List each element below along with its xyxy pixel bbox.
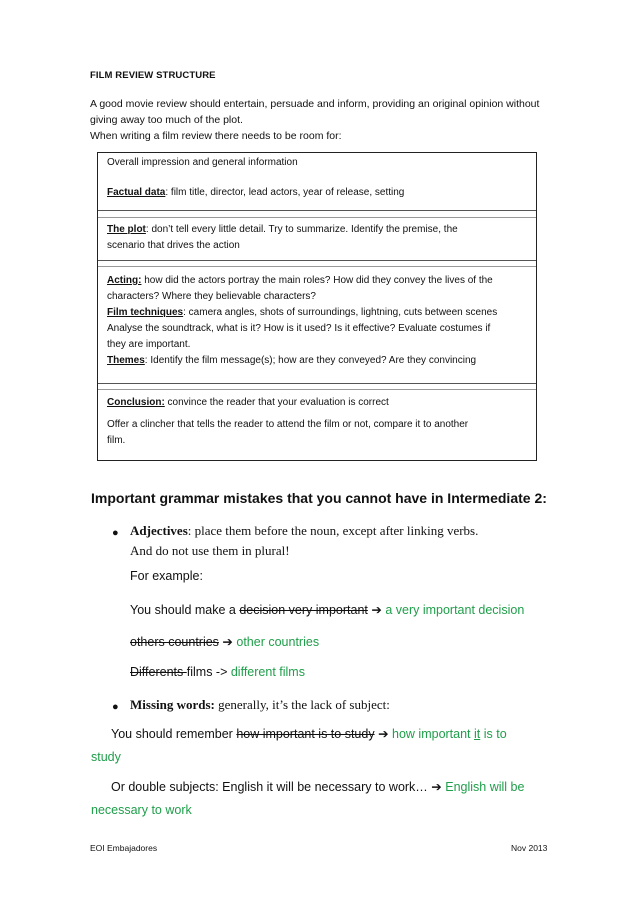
- section-line: Overall impression and general information: [107, 157, 298, 168]
- section-plot: [98, 222, 536, 254]
- item-text: And do not use them in plural!: [130, 543, 290, 558]
- correct-subject: it: [474, 727, 481, 741]
- divider: [98, 210, 536, 211]
- plot-label: The plot: [107, 224, 146, 235]
- adjectives-label: Adjectives: [130, 523, 188, 538]
- right-arrow-icon: ➔: [222, 635, 233, 649]
- section-line: [98, 305, 536, 321]
- structure-table: [97, 152, 537, 461]
- correct-phrase: necessary to work: [91, 803, 192, 817]
- wrong-phrase: decision very important: [239, 603, 368, 617]
- missing-words-item: [130, 695, 390, 715]
- divider: [98, 217, 536, 218]
- section-line: [98, 273, 536, 289]
- correct-phrase: other countries: [232, 635, 320, 649]
- correct-phrase: [389, 727, 507, 741]
- film-techniques-label: Film techniques: [107, 307, 184, 318]
- footer-left: EOI Embajadores: [90, 843, 158, 853]
- grammar-heading: Important grammar mistakes that you cannot have in Intermediate 2:: [91, 490, 547, 506]
- divider: [98, 260, 536, 261]
- correct-phrase: English will be: [441, 780, 525, 794]
- item-text: : place them before the noun, except after linking verbs.: [187, 523, 479, 538]
- section-line: they are important.: [107, 339, 191, 350]
- divider: [98, 389, 536, 390]
- example-line: [130, 665, 305, 679]
- section-text: : film title, director, lead actors, year of release, setting: [165, 187, 405, 198]
- correct-text: is to: [480, 727, 507, 741]
- right-arrow-icon: ➔: [371, 603, 382, 617]
- factual-data-label: Factual data: [107, 187, 166, 198]
- section-text: : camera angles, shots of surroundings, lightning, cuts between scenes: [183, 307, 498, 318]
- themes-label: Themes: [107, 355, 145, 366]
- intro-line: When writing a film review there needs to be room for:: [90, 130, 342, 142]
- intro-line: giving away too much of the plot.: [90, 114, 243, 126]
- section-line: Offer a clincher that tells the reader to attend the film or not, compare it to another: [107, 419, 469, 430]
- right-arrow-icon: ➔: [378, 727, 389, 741]
- section-line: [98, 222, 536, 238]
- correct-phrase: study: [91, 750, 121, 764]
- example-line: [111, 779, 524, 794]
- footer-right: Nov 2013: [511, 843, 548, 853]
- section-general: [98, 155, 536, 201]
- section-text: : don’t tell every little detail. Try to summarize. Identify the premise, the: [145, 224, 458, 235]
- missing-words-label: Missing words:: [130, 697, 215, 712]
- section-line: Analyse the soundtrack, what is it? How is it used? Is it effective? Evaluate costumes if: [107, 323, 491, 334]
- section-acting: [98, 273, 536, 369]
- adjectives-item: [130, 521, 478, 561]
- section-conclusion: [98, 395, 536, 449]
- correct-phrase: different films: [230, 665, 305, 679]
- section-text: convince the reader that your evaluation is correct: [164, 397, 389, 408]
- wrong-phrase: how important is to study: [236, 727, 375, 741]
- correct-text: how important: [388, 727, 475, 741]
- example-line: [111, 726, 507, 741]
- bullet-icon: ●: [112, 701, 119, 713]
- section-text: how did the actors portray the main roles? How did they convey the lives of the: [141, 275, 493, 286]
- divider: [98, 383, 536, 384]
- section-line: [98, 353, 536, 369]
- example-text: You should remember: [111, 727, 237, 741]
- section-text: : Identify the film message(s); how are they conveyed? Are they convincing: [144, 355, 477, 366]
- example-text: Or double subjects: English it will be necessary to work…: [111, 780, 432, 794]
- wrong-phrase: Differents: [130, 665, 187, 679]
- example-line: [130, 634, 319, 649]
- conclusion-label: Conclusion:: [107, 397, 165, 408]
- section-line: [98, 395, 536, 411]
- right-arrow-icon: ➔: [431, 780, 442, 794]
- bullet-icon: ●: [112, 527, 119, 539]
- intro-paragraph: [90, 96, 570, 144]
- section-line: scenario that drives the action: [107, 240, 240, 251]
- wrong-phrase: others countries: [130, 635, 219, 649]
- divider: [98, 266, 536, 267]
- correct-phrase: a very important decision: [381, 603, 525, 617]
- example-label: For example:: [130, 569, 203, 583]
- section-line: characters? Where they believable characters?: [107, 291, 316, 302]
- example-text: You should make a: [130, 603, 240, 617]
- acting-label: Acting:: [107, 275, 142, 286]
- page-title: FILM REVIEW STRUCTURE: [90, 70, 216, 81]
- section-line: film.: [107, 435, 126, 446]
- item-text: generally, it’s the lack of subject:: [214, 697, 390, 712]
- example-line: [130, 602, 524, 617]
- intro-line: A good movie review should entertain, persuade and inform, providing an original opinion without: [90, 98, 540, 110]
- section-line: [98, 185, 536, 201]
- example-text: films ->: [186, 665, 231, 679]
